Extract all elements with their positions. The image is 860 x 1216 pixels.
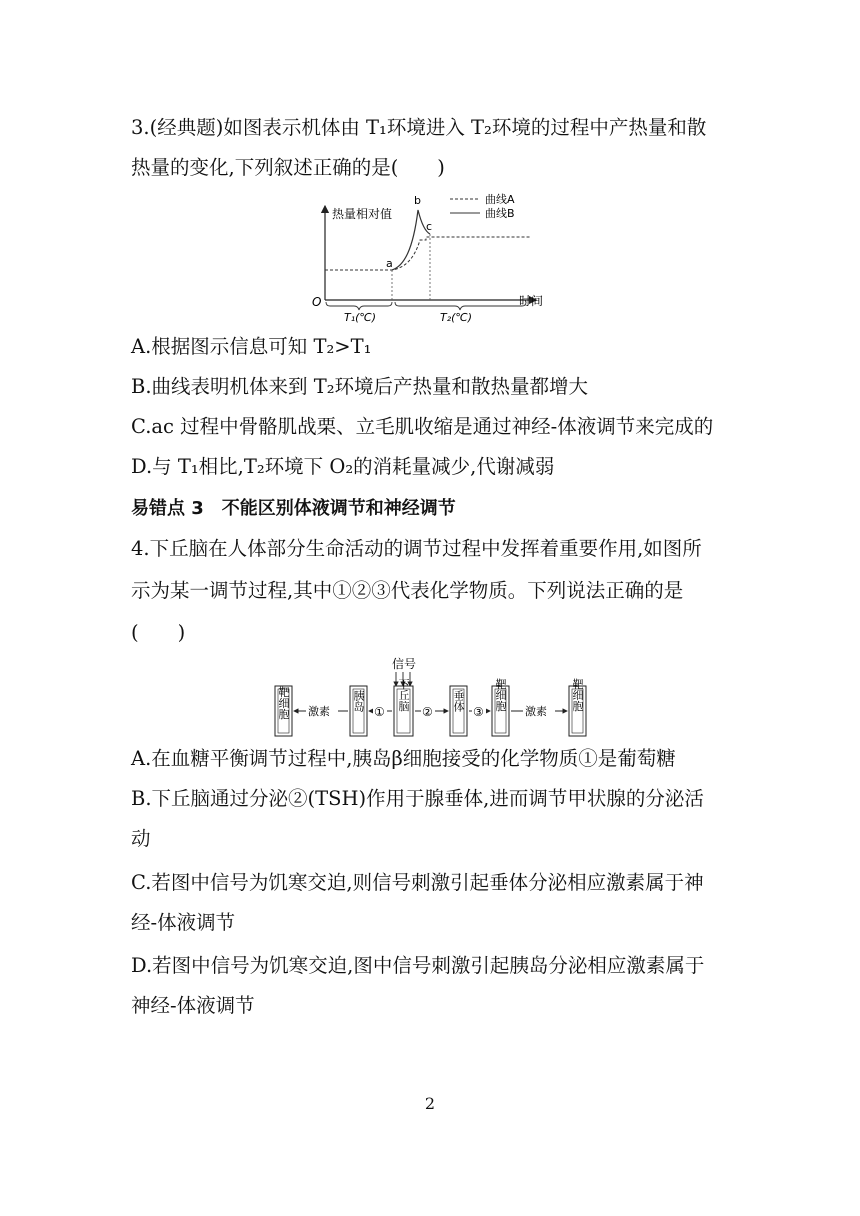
chemical-3-label: ③ — [473, 705, 484, 719]
chemical-1-label: ① — [374, 705, 385, 719]
point-a-label: a — [386, 257, 393, 270]
page-number: 2 — [424, 1094, 436, 1113]
q3-stem-line1: 3.(经典题)如图表示机体由 T₁环境进入 T₂环境的过程中产热量和散 — [131, 116, 707, 139]
regulation-diagram — [270, 655, 600, 743]
q3-option-d: D.与 T₁相比,T₂环境下 O₂的消耗量减少,代谢减弱 — [131, 455, 555, 478]
q4-option-b-line2: 动 — [131, 827, 151, 850]
q3-option-b: B.曲线表明机体来到 T₂环境后产热量和散热量都增大 — [131, 375, 589, 398]
islet-label: 胰岛 — [352, 690, 365, 712]
target-cell-right-label: 靶细胞 — [571, 678, 584, 712]
brace-t1 — [326, 302, 392, 310]
q3-stem-line2: 热量的变化,下列叙述正确的是( ) — [131, 156, 445, 179]
pituitary-label: 垂体 — [452, 690, 465, 712]
x-axis-label: 时间 — [519, 294, 544, 308]
heat-curve-figure — [300, 188, 560, 324]
brace-t2 — [395, 302, 526, 310]
hormone-left-label: 激素 — [308, 705, 330, 718]
curve-b — [392, 210, 433, 270]
q4-stem-line3: ( ) — [131, 621, 186, 644]
target-cell-left-label: 靶细胞 — [277, 686, 290, 720]
q4-stem-line1: 4.下丘脑在人体部分生命活动的调节过程中发挥着重要作用,如图所 — [131, 537, 702, 560]
q3-option-a: A.根据图示信息可知 T₂>T₁ — [131, 335, 372, 358]
hypothalamus-label: 下丘脑 — [397, 678, 410, 712]
target-cell-middle-label: 靶细胞 — [494, 678, 507, 712]
y-axis-label: 热量相对值 — [332, 207, 393, 221]
t1-label: T₁(℃) — [344, 311, 377, 324]
signal-label: 信号 — [392, 657, 417, 671]
t2-label: T₂(℃) — [440, 311, 473, 324]
q4-option-c-line1: C.若图中信号为饥寒交迫,则信号刺激引起垂体分泌相应激素属于神 — [131, 871, 704, 894]
q4-option-c-line2: 经-体液调节 — [131, 911, 236, 934]
q4-stem-line2: 示为某一调节过程,其中①②③代表化学物质。下列说法正确的是 — [131, 579, 684, 602]
legend-b-label: 曲线B — [485, 207, 515, 220]
point-c-label: c — [426, 220, 433, 233]
q4-option-a: A.在血糖平衡调节过程中,胰岛β细胞接受的化学物质①是葡萄糖 — [131, 747, 676, 770]
q3-option-c: C.ac 过程中骨骼肌战栗、立毛肌收缩是通过神经-体液调节来完成的 — [131, 415, 714, 438]
legend-a-label: 曲线A — [485, 193, 515, 206]
section-heading: 易错点 3 不能区别体液调节和神经调节 — [131, 498, 456, 519]
q4-option-d-line1: D.若图中信号为饥寒交迫,图中信号刺激引起胰岛分泌相应激素属于 — [131, 954, 705, 977]
hormone-right-label: 激素 — [525, 705, 547, 718]
q4-option-d-line2: 神经-体液调节 — [131, 994, 255, 1017]
chemical-2-label: ② — [422, 705, 433, 719]
point-b-label: b — [414, 194, 421, 207]
q4-option-b-line1: B.下丘脑通过分泌②(TSH)作用于腺垂体,进而调节甲状腺的分泌活 — [131, 787, 704, 810]
curve-a — [325, 237, 530, 270]
origin-label: O — [312, 295, 322, 309]
